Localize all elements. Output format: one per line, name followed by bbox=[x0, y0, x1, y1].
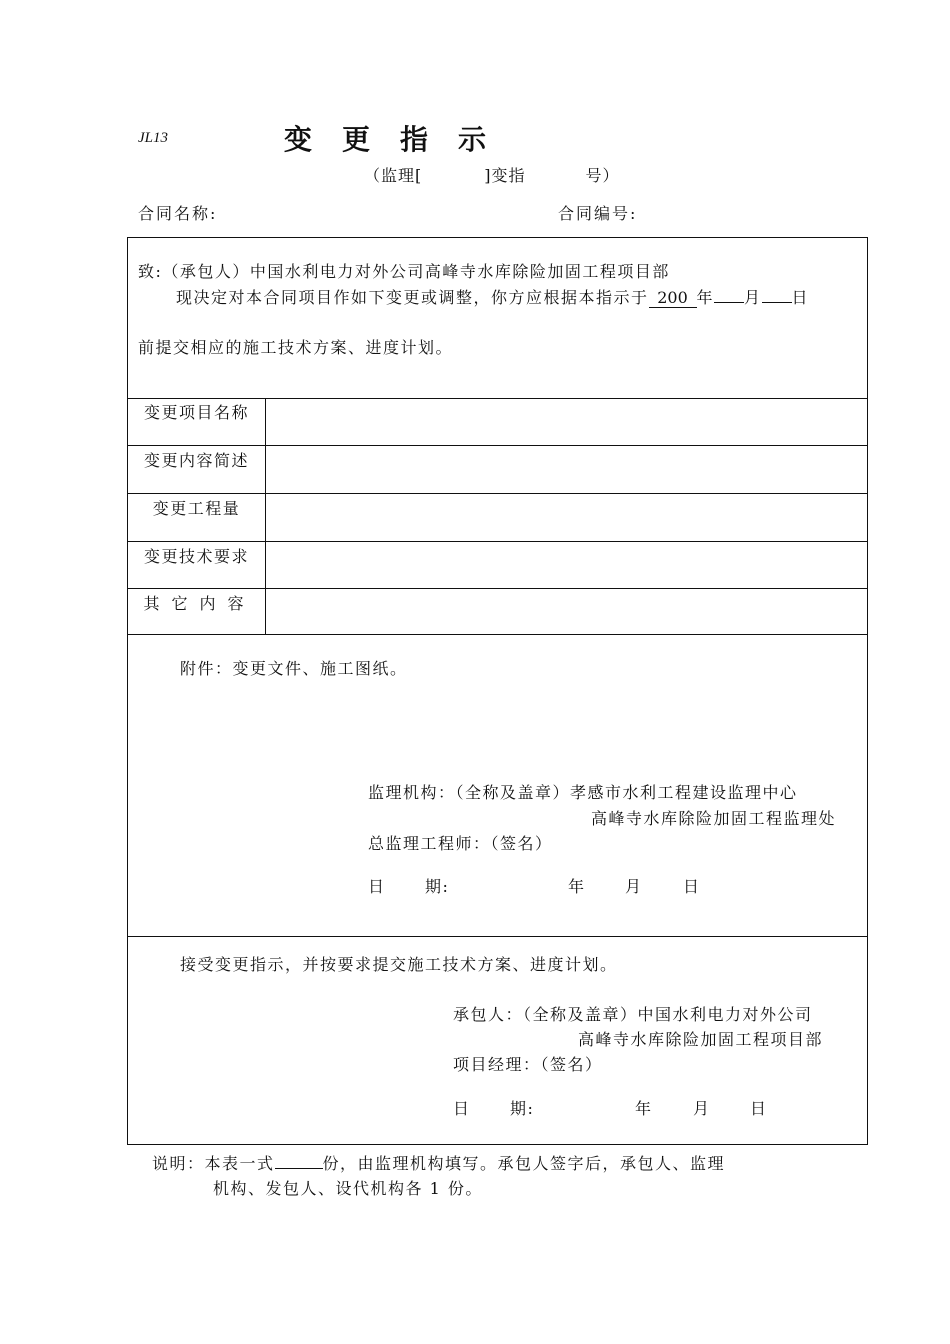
month-label: 月 bbox=[744, 288, 762, 307]
supervisor-org-line2: 高峰寺水库除险加固工程监理处 bbox=[591, 809, 837, 828]
year-label: 年 bbox=[696, 288, 715, 307]
supervisor-date-year: 年 bbox=[568, 877, 586, 896]
supervisor-org-line1: 监理机构：（全称及盖章）孝感市水利工程建设监理中心 bbox=[368, 783, 798, 802]
supervisor-date-day: 日 bbox=[683, 877, 701, 896]
acceptance-statement: 接受变更指示，并按要求提交施工技术方案、进度计划。 bbox=[180, 955, 618, 974]
contractor-date-month: 月 bbox=[693, 1099, 711, 1118]
footnote-line2: 机构、发包人、设代机构各 1 份。 bbox=[213, 1179, 483, 1198]
chief-engineer-signature: 总监理工程师：（签名） bbox=[368, 834, 553, 853]
subtitle-suffix: 号） bbox=[585, 166, 620, 185]
footnote bbox=[152, 1151, 725, 1174]
month-field[interactable] bbox=[714, 302, 744, 303]
page-title: 变更指示 bbox=[284, 123, 517, 156]
column-divider bbox=[265, 398, 266, 634]
contractor-date-day: 日 bbox=[750, 1099, 768, 1118]
row-label-content: 变更内容简述 bbox=[143, 451, 249, 470]
form-table bbox=[127, 237, 868, 1145]
year-field[interactable]: 200 bbox=[649, 289, 697, 308]
contractor-line2: 高峰寺水库除险加固工程项目部 bbox=[578, 1030, 824, 1049]
recipient-line: 致:（承包人）中国水利电力对外公司高峰寺水库除险加固工程项目部 bbox=[138, 262, 670, 281]
divider bbox=[128, 493, 867, 494]
divider bbox=[128, 445, 867, 446]
instruction-text: 现决定对本合同项目作如下变更或调整，你方应根据本指示于 bbox=[176, 288, 649, 307]
contract-name-label: 合同名称: bbox=[138, 204, 218, 223]
instruction-line-2: 前提交相应的施工技术方案、进度计划。 bbox=[138, 338, 454, 357]
copies-field[interactable] bbox=[275, 1168, 323, 1169]
row-label-quantity: 变更工程量 bbox=[152, 499, 241, 518]
contractor-line1: 承包人：（全称及盖章）中国水利电力对外公司 bbox=[453, 1005, 813, 1024]
supervisor-date-month: 月 bbox=[625, 877, 643, 896]
divider bbox=[128, 936, 867, 937]
subtitle-prefix: （监理[ bbox=[364, 166, 423, 185]
row-label-other: 其它内容 bbox=[143, 594, 256, 613]
form-code: JL13 bbox=[138, 130, 168, 146]
divider bbox=[128, 398, 867, 399]
form-number bbox=[364, 163, 620, 186]
row-label-tech: 变更技术要求 bbox=[143, 547, 249, 566]
contract-no-label: 合同编号: bbox=[558, 204, 638, 223]
attachment-note: 附件：变更文件、施工图纸。 bbox=[180, 659, 408, 678]
day-field[interactable] bbox=[762, 302, 792, 303]
subtitle-middle: ]变指 bbox=[484, 166, 526, 185]
day-label: 日 bbox=[791, 288, 810, 307]
contractor-date-label: 日 期: bbox=[453, 1099, 535, 1118]
divider bbox=[128, 541, 867, 542]
project-manager-signature: 项目经理：（签名） bbox=[453, 1055, 603, 1074]
contractor-date-year: 年 bbox=[635, 1099, 653, 1118]
divider bbox=[128, 634, 867, 635]
footnote-suffix: 份，由监理机构填写。承包人签字后，承包人、监理 bbox=[322, 1154, 726, 1173]
instruction-line bbox=[176, 285, 809, 308]
supervisor-date-label: 日 期: bbox=[368, 877, 450, 896]
footnote-prefix: 说明：本表一式 bbox=[152, 1154, 275, 1173]
divider bbox=[128, 588, 867, 589]
row-label-item-name: 变更项目名称 bbox=[143, 403, 249, 422]
